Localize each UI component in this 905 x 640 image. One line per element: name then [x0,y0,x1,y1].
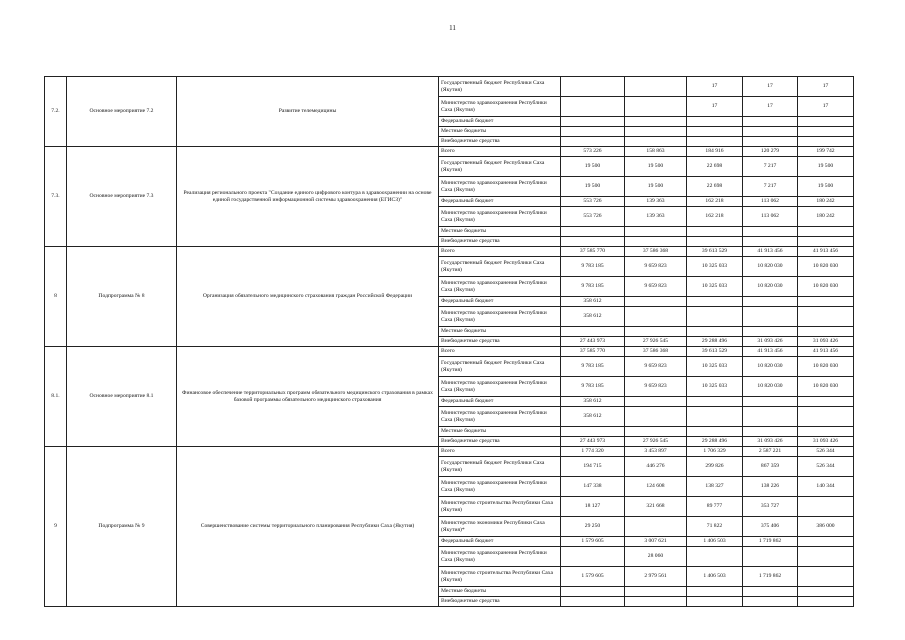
amount-cell [687,237,743,247]
funding-source: Федеральный бюджет [439,297,561,307]
amount-cell: 17 [798,77,854,97]
amount-cell [798,537,854,547]
amount-cell [687,547,743,567]
amount-cell: 31 093 426 [743,337,798,347]
table-row [45,77,854,97]
amount-cell [687,117,743,127]
amount-cell: 31 093 426 [798,437,854,447]
amount-cell: 140 344 [798,477,854,497]
amount-cell: 37 586 368 [625,347,687,357]
amount-cell: 19 500 [798,157,854,177]
section-number: 7.2. [45,77,67,147]
funding-source: Государственный бюджет Республики Саха (Якутия) [439,257,561,277]
amount-cell [561,97,625,117]
funding-source: Министерство здравоохранения Республики Саха (Якутия) [439,177,561,197]
amount-cell: 158 863 [625,147,687,157]
amount-cell: 31 093 426 [798,337,854,347]
amount-cell [625,227,687,237]
amount-cell: 41 913 456 [743,347,798,357]
section-number: 9 [45,447,67,607]
amount-cell [687,137,743,147]
amount-cell: 199 742 [798,147,854,157]
funding-source: Местные бюджеты [439,127,561,137]
amount-cell: 22 698 [687,157,743,177]
amount-cell: 386 000 [798,517,854,537]
amount-cell: 10 325 033 [687,357,743,377]
funding-source: Государственный бюджет Республики Саха (Якутия) [439,157,561,177]
amount-cell [561,427,625,437]
amount-cell: 358 612 [561,307,625,327]
amount-cell: 41 913 456 [798,247,854,257]
amount-cell [798,547,854,567]
amount-cell: 3 007 621 [625,537,687,547]
amount-cell [687,597,743,607]
amount-cell: 113 062 [743,197,798,207]
amount-cell: 9 783 185 [561,277,625,297]
amount-cell [743,127,798,137]
amount-cell [798,587,854,597]
amount-cell: 19 500 [625,157,687,177]
amount-cell: 1 706 329 [687,447,743,457]
funding-source: Министерство строительства Республики Саха (Якутия) [439,567,561,587]
amount-cell: 17 [743,77,798,97]
table-row [45,347,854,357]
amount-cell: 353 727 [743,497,798,517]
amount-cell: 28 060 [625,547,687,567]
amount-cell: 22 698 [687,177,743,197]
amount-cell: 9 783 185 [561,357,625,377]
section-number: 7.3. [45,147,67,247]
funding-source: Внебюджетные средства [439,597,561,607]
amount-cell: 29 288 496 [687,437,743,447]
amount-cell [743,297,798,307]
funding-source: Министерство здравоохранения Республики Саха (Якутия) [439,207,561,227]
amount-cell: 573 226 [561,147,625,157]
amount-cell: 10 820 030 [743,277,798,297]
amount-cell: 113 062 [743,207,798,227]
amount-cell: 9 783 185 [561,257,625,277]
amount-cell: 39 613 529 [687,347,743,357]
funding-source: Министерство здравоохранения Республики Саха (Якутия) [439,547,561,567]
page-number: 11 [449,24,456,32]
funding-source: Внебюджетные средства [439,137,561,147]
amount-cell [625,327,687,337]
funding-source: Министерство здравоохранения Республики Саха (Якутия) [439,307,561,327]
section-description: Развитие телемедицины [177,77,439,147]
amount-cell [798,137,854,147]
amount-cell: 37 585 770 [561,347,625,357]
amount-cell: 27 926 545 [625,337,687,347]
amount-cell: 19 500 [561,177,625,197]
amount-cell: 9 659 823 [625,377,687,397]
amount-cell [687,397,743,407]
amount-cell: 120 279 [743,147,798,157]
amount-cell: 9 659 823 [625,277,687,297]
funding-source: Местные бюджеты [439,427,561,437]
amount-cell: 867 359 [743,457,798,477]
amount-cell: 10 325 033 [687,277,743,297]
amount-cell [561,117,625,127]
section-name: Подпрограмма № 9 [67,447,177,607]
funding-source: Министерство здравоохранения Республики Саха (Якутия) [439,477,561,497]
amount-cell [743,227,798,237]
amount-cell [687,427,743,437]
funding-source: Федеральный бюджет [439,197,561,207]
amount-cell: 18 127 [561,497,625,517]
table-row [45,147,854,157]
amount-cell: 446 276 [625,457,687,477]
amount-cell: 10 820 030 [743,357,798,377]
amount-cell [687,327,743,337]
amount-cell: 162 218 [687,197,743,207]
amount-cell [625,77,687,97]
amount-cell: 526 344 [798,447,854,457]
amount-cell [743,547,798,567]
amount-cell [798,497,854,517]
section-name: Основное мероприятие 7.2 [67,77,177,147]
amount-cell [625,117,687,127]
amount-cell [798,307,854,327]
amount-cell: 1 579 605 [561,537,625,547]
amount-cell: 19 500 [625,177,687,197]
funding-source: Федеральный бюджет [439,117,561,127]
amount-cell [625,137,687,147]
amount-cell [561,237,625,247]
amount-cell [561,137,625,147]
amount-cell [625,237,687,247]
amount-cell: 29 288 496 [687,337,743,347]
amount-cell [798,227,854,237]
funding-source: Внебюджетные средства [439,337,561,347]
amount-cell: 41 913 456 [743,247,798,257]
amount-cell [625,427,687,437]
funding-source: Государственный бюджет Республики Саха (Якутия) [439,77,561,97]
amount-cell: 1 579 605 [561,567,625,587]
funding-source: Всего [439,347,561,357]
amount-cell: 2 587 221 [743,447,798,457]
amount-cell [743,397,798,407]
funding-source: Местные бюджеты [439,587,561,597]
amount-cell [798,327,854,337]
funding-source: Министерство здравоохранения Республики Саха (Якутия) [439,97,561,117]
amount-cell: 1 774 320 [561,447,625,457]
amount-cell [687,227,743,237]
amount-cell: 17 [743,97,798,117]
amount-cell [625,587,687,597]
amount-cell: 194 715 [561,457,625,477]
amount-cell: 358 612 [561,397,625,407]
amount-cell [798,117,854,127]
amount-cell: 184 916 [687,147,743,157]
amount-cell: 3 453 897 [625,447,687,457]
budget-table [44,76,854,607]
funding-source: Министерство здравоохранения Республики Саха (Якутия) [439,407,561,427]
amount-cell: 162 218 [687,207,743,227]
amount-cell: 358 612 [561,297,625,307]
amount-cell: 19 500 [561,157,625,177]
amount-cell: 17 [687,77,743,97]
amount-cell [743,237,798,247]
amount-cell: 299 826 [687,457,743,477]
section-description: Финансовое обеспечение территориальных программ обязательного медицинского страхования в рамках базовой программы обязательного медицинского страхования [177,347,439,447]
funding-source: Государственный бюджет Республики Саха (Якутия) [439,357,561,377]
amount-cell: 1 406 503 [687,567,743,587]
amount-cell: 10 325 033 [687,377,743,397]
amount-cell [687,307,743,327]
section-name: Основное мероприятие 7.3 [67,147,177,247]
amount-cell: 7 217 [743,157,798,177]
amount-cell [625,127,687,137]
amount-cell [798,597,854,607]
budget-table-body [45,77,854,607]
amount-cell [561,227,625,237]
amount-cell [743,307,798,327]
amount-cell: 375 406 [743,517,798,537]
amount-cell [798,237,854,247]
amount-cell: 41 913 456 [798,347,854,357]
section-name: Подпрограмма № 8 [67,247,177,347]
funding-source: Внебюджетные средства [439,437,561,447]
section-description: Организация обязательного медицинского страхования граждан Российской Федерации [177,247,439,347]
amount-cell: 147 338 [561,477,625,497]
amount-cell [625,407,687,427]
amount-cell: 553 726 [561,197,625,207]
amount-cell: 138 327 [687,477,743,497]
amount-cell: 7 217 [743,177,798,197]
amount-cell: 39 613 529 [687,247,743,257]
amount-cell: 37 585 770 [561,247,625,257]
section-number: 8 [45,247,67,347]
amount-cell [798,427,854,437]
funding-source: Государственный бюджет Республики Саха (Якутия) [439,457,561,477]
amount-cell: 2 979 561 [625,567,687,587]
amount-cell [743,407,798,427]
amount-cell [798,397,854,407]
amount-cell: 10 820 030 [743,377,798,397]
funding-source: Всего [439,247,561,257]
amount-cell [625,297,687,307]
amount-cell [561,597,625,607]
amount-cell: 10 820 030 [798,357,854,377]
funding-source: Федеральный бюджет [439,537,561,547]
amount-cell: 17 [687,97,743,117]
amount-cell: 139 363 [625,207,687,227]
amount-cell: 17 [798,97,854,117]
amount-cell [561,77,625,97]
amount-cell: 138 226 [743,477,798,497]
amount-cell: 10 820 030 [743,257,798,277]
amount-cell [743,137,798,147]
amount-cell: 10 820 030 [798,377,854,397]
amount-cell: 1 406 503 [687,537,743,547]
amount-cell: 180 242 [798,197,854,207]
funding-source: Всего [439,147,561,157]
amount-cell: 27 926 545 [625,437,687,447]
amount-cell: 27 443 973 [561,437,625,447]
funding-source: Министерство здравоохранения Республики Саха (Якутия) [439,277,561,297]
amount-cell: 9 783 185 [561,377,625,397]
amount-cell [743,327,798,337]
funding-source: Министерство здравоохранения Республики Саха (Якутия) [439,377,561,397]
amount-cell [743,587,798,597]
amount-cell: 10 820 030 [798,257,854,277]
funding-source: Министерство экономики Республики Саха (Якутия)* [439,517,561,537]
amount-cell [625,397,687,407]
amount-cell [798,127,854,137]
amount-cell [687,407,743,427]
funding-source: Местные бюджеты [439,227,561,237]
amount-cell: 9 659 823 [625,257,687,277]
amount-cell: 180 242 [798,207,854,227]
amount-cell [743,597,798,607]
amount-cell [561,587,625,597]
amount-cell: 71 822 [687,517,743,537]
table-row [45,447,854,457]
amount-cell: 124 608 [625,477,687,497]
amount-cell: 10 325 033 [687,257,743,277]
funding-source: Федеральный бюджет [439,397,561,407]
amount-cell [625,597,687,607]
amount-cell [798,567,854,587]
section-name: Основное мероприятие 8.1 [67,347,177,447]
amount-cell: 1 719 862 [743,537,798,547]
amount-cell: 9 659 823 [625,357,687,377]
amount-cell: 27 443 973 [561,337,625,347]
section-description: Реализация регионального проекта "Создание единого цифрового контура в здравоохранении на основе единой государственной информационной системы здравоохранения (ЕГИСЗ)" [177,147,439,247]
amount-cell [561,327,625,337]
amount-cell [798,297,854,307]
amount-cell [687,297,743,307]
table-row [45,247,854,257]
section-number: 8.1. [45,347,67,447]
amount-cell [625,307,687,327]
amount-cell [743,427,798,437]
amount-cell: 89 777 [687,497,743,517]
funding-source: Внебюджетные средства [439,237,561,247]
amount-cell [625,97,687,117]
amount-cell [687,587,743,597]
amount-cell: 553 726 [561,207,625,227]
amount-cell: 31 093 426 [743,437,798,447]
amount-cell: 29 250 [561,517,625,537]
amount-cell: 526 344 [798,457,854,477]
amount-cell: 1 719 862 [743,567,798,587]
amount-cell: 321 668 [625,497,687,517]
amount-cell: 19 500 [798,177,854,197]
amount-cell [798,407,854,427]
amount-cell [687,127,743,137]
amount-cell: 37 586 368 [625,247,687,257]
amount-cell [561,547,625,567]
amount-cell: 139 363 [625,197,687,207]
amount-cell: 358 612 [561,407,625,427]
section-description: Совершенствование системы территориального планирования Республики Саха (Якутия) [177,447,439,607]
amount-cell [743,117,798,127]
amount-cell: 10 820 030 [798,277,854,297]
funding-source: Министерство строительства Республики Саха (Якутия) [439,497,561,517]
amount-cell [625,517,687,537]
funding-source: Местные бюджеты [439,327,561,337]
amount-cell [561,127,625,137]
funding-source: Всего [439,447,561,457]
